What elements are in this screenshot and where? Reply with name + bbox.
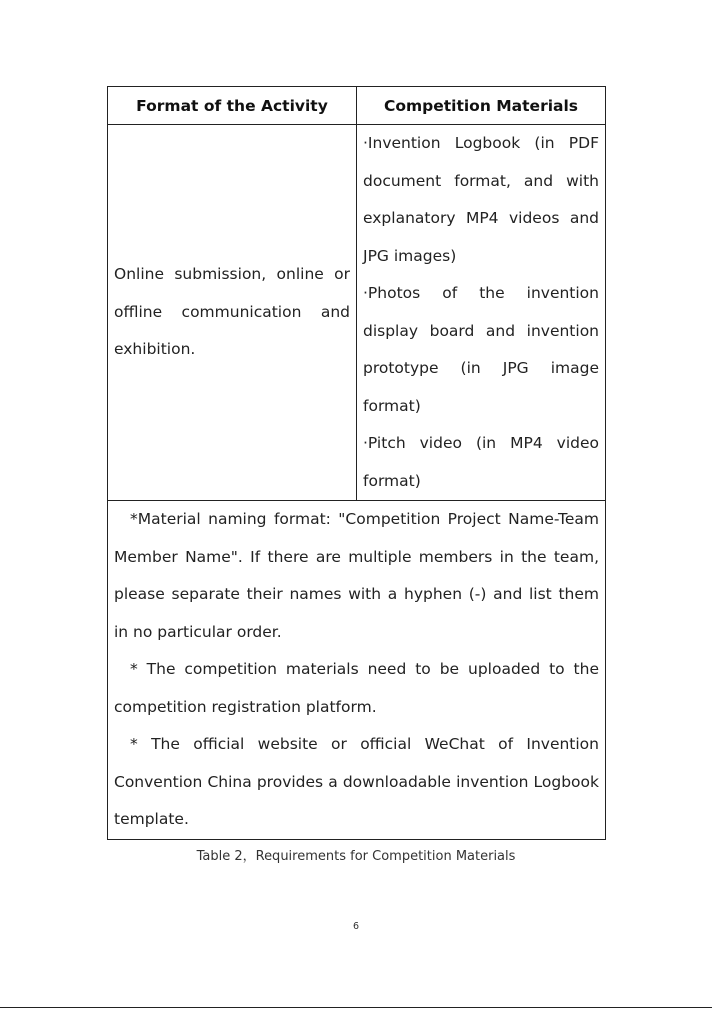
page-number: 6 — [352, 921, 360, 932]
table-caption: Table 2，Requirements for Competition Materials — [196, 849, 516, 864]
notes-cell — [108, 501, 606, 840]
material-item: ·Pitch video (in MP4 video format) — [363, 434, 599, 490]
note-logbook-template: * The official website or official WeChat of Invention Convention China provides a downloadable invention Logbook template. — [114, 735, 599, 828]
requirements-table — [107, 86, 606, 840]
note-upload-platform: * The competition materials need to be uploaded to the competition registration platform. — [114, 660, 599, 716]
materials-cell — [357, 125, 606, 501]
format-cell — [108, 125, 357, 501]
header-competition-materials: Competition Materials — [357, 87, 606, 125]
notes-row — [108, 501, 606, 840]
material-item: ·Invention Logbook (in PDF document format, and with explanatory MP4 videos and JPG images) — [363, 134, 599, 265]
note-naming-format: *Material naming format: "Competition Project Name-Team Member Name". If there are multiple members in the team, please separate their names with a hyphen (-) and list them in no particular order. — [114, 510, 599, 641]
header-format-of-activity: Format of the Activity — [108, 87, 357, 125]
format-text: Online submission, online or offline communication and exhibition. — [114, 265, 350, 359]
page-divider — [0, 1007, 712, 1008]
table-header-row — [108, 87, 606, 125]
table-body-row — [108, 125, 606, 501]
material-item: ·Photos of the invention display board and invention prototype (in JPG image format) — [363, 284, 599, 415]
